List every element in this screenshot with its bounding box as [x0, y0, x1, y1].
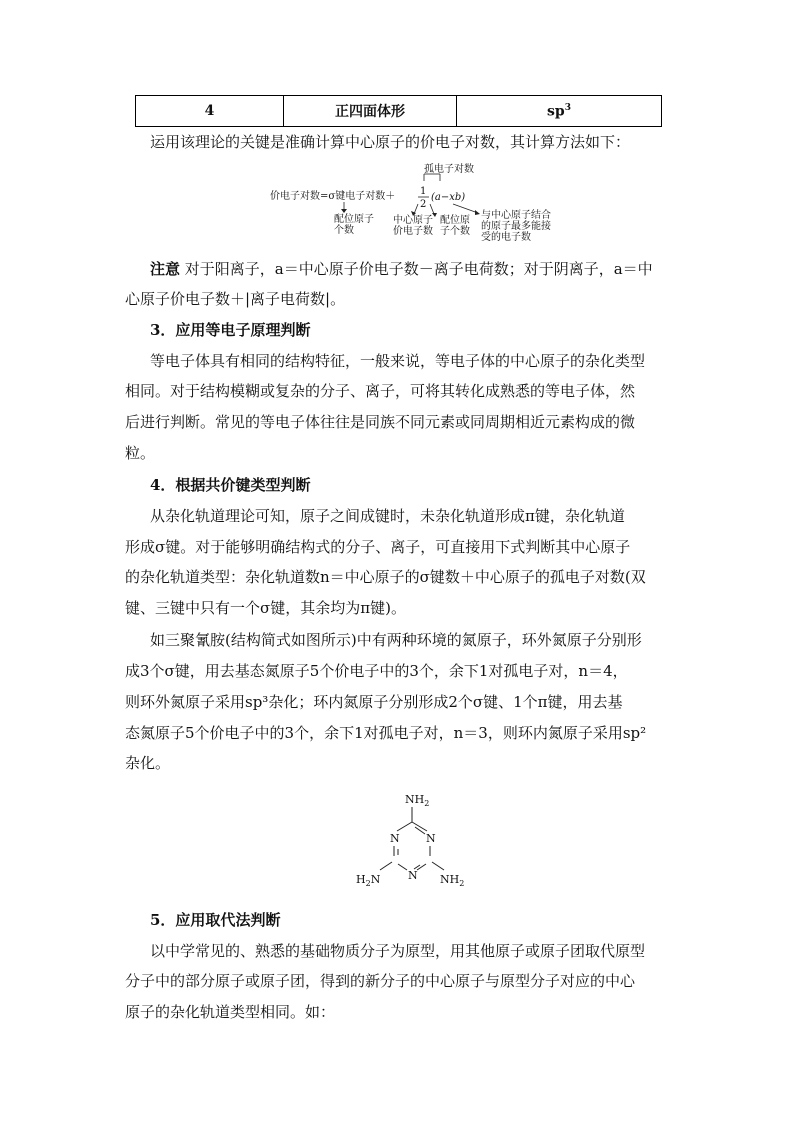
table-cell-shape: 正四面体形: [284, 96, 457, 127]
intro-text: 运用该理论的关键是准确计算中心原子的价电子对数，其计算方法如下：: [150, 133, 631, 151]
fraction-denominator: 2: [420, 199, 427, 210]
formula-paren: (a−xb): [431, 192, 466, 203]
melamine-structure: [350, 790, 470, 895]
table-cell-count: 4: [136, 96, 284, 127]
section-4-heading: 4．根据共价键类型判断: [150, 476, 311, 494]
annotation-bonded-line2: 个数: [334, 225, 354, 236]
section-5-line: 分子中的部分原子或原子团，得到的新分子的中心原子与原型分子对应的中心: [125, 972, 636, 990]
section-4-p2-line: 态氮原子5个价电子中的3个，余下1对孤电子对，n＝3，则环内氮原子采用sp²: [125, 724, 647, 742]
fraction-numerator: 1: [420, 186, 427, 197]
annotation-x-line2: 子个数: [440, 226, 470, 237]
note-line-1: 注意 对于阳离子，a＝中心原子价电子数－离子电荷数；对于阴离子，a＝中: [150, 260, 653, 278]
section-4-line: 形成σ键。对于能够明确结构式的分子、离子，可直接用下式判断其中心原子: [125, 538, 631, 556]
table-cell-hybrid: $sp^3$: [457, 96, 662, 127]
annotation-a-line2: 价电子数: [393, 226, 433, 237]
section-4-p2-line: 则环外氮原子采用sp³杂化；环内氮原子分别形成2个σ键、1个π键，用去基: [125, 693, 623, 711]
annotation-a-line1: 中心原子: [393, 215, 433, 226]
ring-n-left: N: [390, 832, 400, 845]
section-5-heading: 5．应用取代法判断: [150, 911, 281, 929]
amino-right: $NH_2$: [440, 873, 465, 889]
formula-lhs: 价电子对数=σ键电子对数＋: [270, 191, 396, 202]
section-3-line: 粒。: [125, 444, 156, 462]
section-4-p2-line: 成3个σ键，用去基态氮原子5个价电子中的3个，余下1对孤电子对，n＝4，: [125, 662, 628, 680]
section-5-line: 以中学常见的、熟悉的基础物质分子为原型，用其他原子或原子团取代原型: [150, 942, 646, 960]
section-4-line: 的杂化轨道类型：杂化轨道数n＝中心原子的σ键数＋中心原子的孤电子对数(双: [125, 568, 646, 586]
section-4-p2-line: 杂化。: [125, 754, 171, 772]
annotation-bonded-line1: 配位原子: [334, 214, 374, 225]
section-3-line: 等电子体具有相同的结构特征，一般来说，等电子体的中心原子的杂化类型: [150, 352, 646, 370]
annotation-b-line3: 受的电子数: [481, 232, 531, 243]
section-4-line: 键、三键中只有一个σ键，其余均为π键)。: [125, 599, 406, 617]
ring-n-right: N: [426, 832, 436, 845]
section-4-p2-line: 如三聚氰胺(结构简式如图所示)中有两种环境的氮原子，环外氮原子分别形: [150, 631, 642, 649]
section-3-heading: 3．应用等电子原理判断: [150, 321, 311, 339]
section-3-line: 相同。对于结构模糊或复杂的分子、离子，可将其转化成熟悉的等电子体，然: [125, 382, 636, 400]
lone-pair-label: 孤电子对数: [424, 164, 474, 175]
section-3-line: 后进行判断。常见的等电子体往往是同族不同元素或同周期相近元素构成的微: [125, 413, 636, 431]
annotation-x-line1: 配位原: [440, 215, 470, 226]
amino-left: $H_2N$: [356, 873, 381, 889]
amino-top: $NH_2$: [405, 793, 430, 809]
note-line-2: 心原子价电子数＋|离子电荷数|。: [125, 290, 346, 308]
ring-n-bottom: N: [408, 869, 418, 882]
section-5-line: 原子的杂化轨道类型相同。如：: [125, 1003, 336, 1021]
section-4-line: 从杂化轨道理论可知，原子之间成键时，未杂化轨道形成π键，杂化轨道: [150, 507, 625, 525]
annotation-b-line1: 与中心原子结合: [481, 210, 551, 221]
annotation-b-line2: 的原子最多能接: [481, 221, 551, 232]
